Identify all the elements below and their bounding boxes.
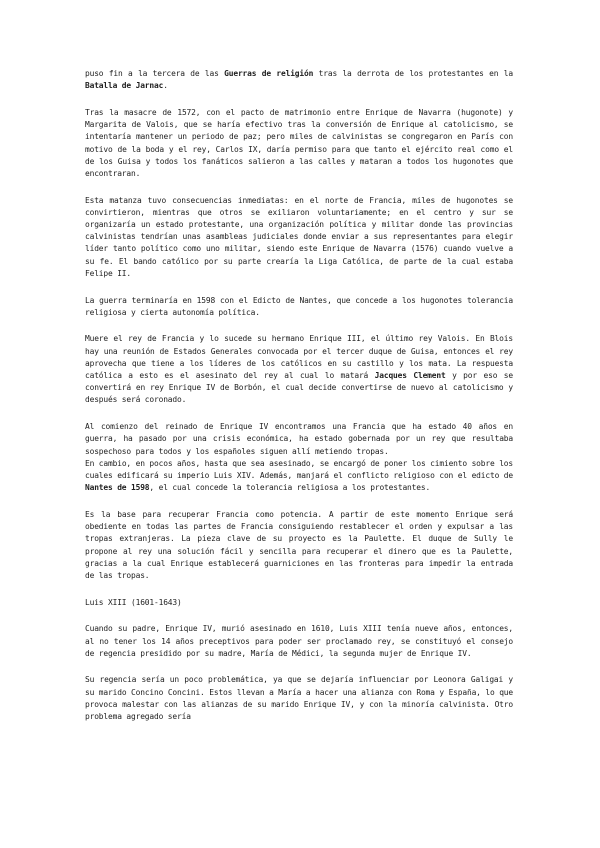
paragraph-6: Al comienzo del reinado de Enrique IV encontramos una Francia que ha estado 40 años en guerra, ha pasado por una crisis económica, ha estado gobernada por un rey que resultaba sospechoso para todos y los españoles siguen allí metiendo tropas. En cambio, en pocos años, hasta que sea asesinado, se encargó de poner los cimiento sobre los cuales edificará su imperio Luis XIV. Además, manjará el conflicto religioso con el edicto de Nantes de 1598, el cual concede la tolerancia religiosa a los protestantes. — [85, 422, 513, 493]
paragraph-1: puso fin a la tercera de las Guerras de religión tras la derrota de los protestantes en la Batalla de Jarnac. — [85, 69, 513, 91]
paragraph-5: Muere el rey de Francia y lo sucede su hermano Enrique III, el último rey Valois. En Blois hay una reunión de Estados Generales convocada por el tercer duque de Guisa, entonces el rey aprovecha que tiene a los líderes de los católicos en su castillo y los mata. La respuesta católica a esto es el asesinato del rey al cual lo matará Jacques Clement y por eso se convertirá en rey Enrique IV de Borbón, el cual decide convertirse de nuevo al catolicismo y después será coronado. — [85, 334, 513, 405]
paragraph-2: Tras la masacre de 1572, con el pacto de matrimonio entre Enrique de Navarra (hugonote) y Margarita de Valois, que se haría efectivo tras la conversión de Enrique al catolicismo, se intentaría mantener un periodo de paz; pero miles de calvinistas se congregaron en París con motivo de la boda y el rey, Carlos IX, daría permiso para que tanto el ejército real como el de los Guisa y todos los fanáticos salieron a las calles y mataran a todos los hugonotes que encontraran. — [85, 107, 513, 178]
paragraph-8: Cuando su padre, Enrique IV, murió asesinado en 1610, Luis XIII tenía nueve años, entonces, al no tener los 14 años preceptivos para poder ser proclamado rey, se constituyó el consejo de regencia presidido por su madre, María de Médici, la segunda mujer de Enrique IV. — [85, 624, 513, 658]
paragraph-4: La guerra terminaría en 1598 con el Edicto de Nantes, que concede a los hugonotes tolerancia religiosa y cierta autonomía política. — [85, 295, 513, 317]
section-heading: Luis XIII (1601-1643) — [85, 597, 182, 607]
paragraph-3: Esta matanza tuvo consecuencias inmediatas: en el norte de Francia, miles de hugonotes se convirtieron, mientras que otros se exiliaron voluntariamente; en el centro y sur se organizaría un estado protestante, una organización política y militar donde las provincias calvinistas tendrían unas asambleas judiciales donde enviar a sus representantes para elegir líder tanto político como uno militar, siendo este Enrique de Navarra (1576) cuando vuelve a su fe. El bando católico por su parte crearía la Liga Católica, de parte de la cual estaba Felipe II. — [85, 195, 513, 278]
paragraph-7: Es la base para recuperar Francia como potencia. A partir de este momento Enrique será obediente en todas las partes de Francia consiguiendo restablecer el orden y expulsar a las tropas extranjeras. La pieza clave de su proyecto es la Paulette. El duque de Sully le propone al rey una solución fácil y sencilla para recuperar el dinero que es la Paulette, gracias a la cual Enrique establecerá guarniciones en las fronteras para impedir la entrada de las tropas. — [85, 509, 513, 580]
paragraph-9: Su regencia sería un poco problemática, ya que se dejaría influenciar por Leonora Galigai y su marido Concino Concini. Estos llevan a María a hacer una alianza con Roma y España, lo que provoca malestar con las alianzas de su marido Enrique IV, y con la minoría calvinista. Otro problema agregado sería — [85, 675, 513, 722]
